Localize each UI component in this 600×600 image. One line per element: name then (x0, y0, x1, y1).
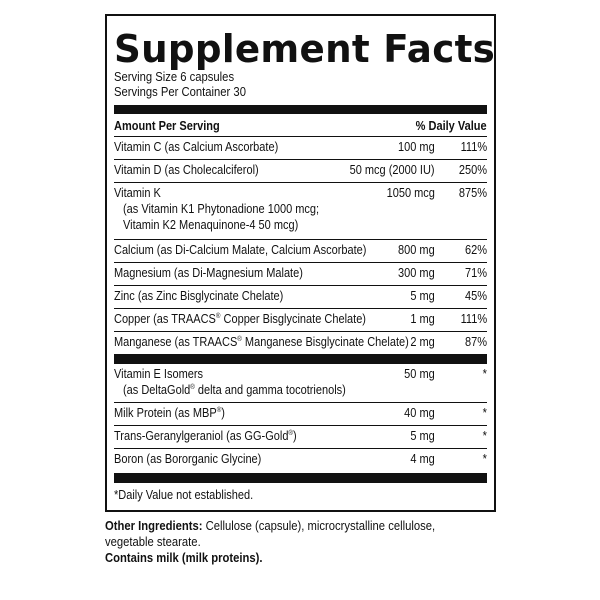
nutrient-row: Zinc (as Zinc Bisglycinate Chelate) 5 mg 45% (114, 286, 487, 309)
nutrient-row: Magnesium (as Di-Magnesium Malate) 300 mg 71% (114, 263, 487, 286)
other-ingredients (105, 518, 505, 566)
nutrient-row: Boron (as Bororganic Glycine) 4 mg * (114, 452, 487, 466)
nutrient-row: Vitamin C (as Calcium Ascorbate) 100 mg 111% (114, 137, 487, 160)
nutrient-row: Manganese (as TRAACS® Manganese Bisglycinate Chelate) 2 mg 87% (114, 335, 487, 349)
table-header (114, 114, 487, 137)
nutrient-row: Copper (as TRAACS® Copper Bisglycinate Chelate) 1 mg 111% (114, 309, 487, 332)
panel-title: Supplement Facts (114, 27, 496, 71)
other-ingredients-text: Cellulose (capsule), microcrystalline cellulose, (202, 519, 436, 533)
nutrient-row: Vitamin K (as Vitamin K1 Phytonadione 1000 mcg; Vitamin K2 Menaquinone-4 50 mcg) 1050 mcg 875% (114, 183, 487, 240)
daily-value-label: % Daily Value (416, 119, 487, 133)
nutrient-row: Calcium (as Di-Calcium Malate, Calcium Ascorbate) 800 mg 62% (114, 240, 487, 263)
nutrient-row: Vitamin D (as Cholecalciferol) 50 mcg (2000 IU) 250% (114, 160, 487, 183)
other-ingredients-label: Other Ingredients: (105, 519, 203, 533)
other-ingredients-text-cont: vegetable stearate. (105, 535, 201, 549)
footnote: *Daily Value not established. (114, 488, 254, 502)
nutrient-row: Trans-Geranylgeraniol (as GG-Gold®) 5 mg * (114, 426, 487, 449)
serving-size: Serving Size 6 capsules (114, 70, 235, 84)
allergen-statement: Contains milk (milk proteins). (105, 551, 263, 565)
divider-thick (114, 473, 487, 483)
nutrient-row: Vitamin E Isomers (as DeltaGold® delta and gamma tocotrienols) 50 mg * (114, 364, 487, 403)
divider-thick (114, 354, 487, 364)
supplement-facts-panel (105, 14, 496, 512)
servings-per-container: Servings Per Container 30 (114, 85, 246, 99)
amount-per-serving-label: Amount Per Serving (114, 119, 220, 133)
divider-thick (114, 105, 487, 114)
nutrient-row: Milk Protein (as MBP®) 40 mg * (114, 403, 487, 426)
